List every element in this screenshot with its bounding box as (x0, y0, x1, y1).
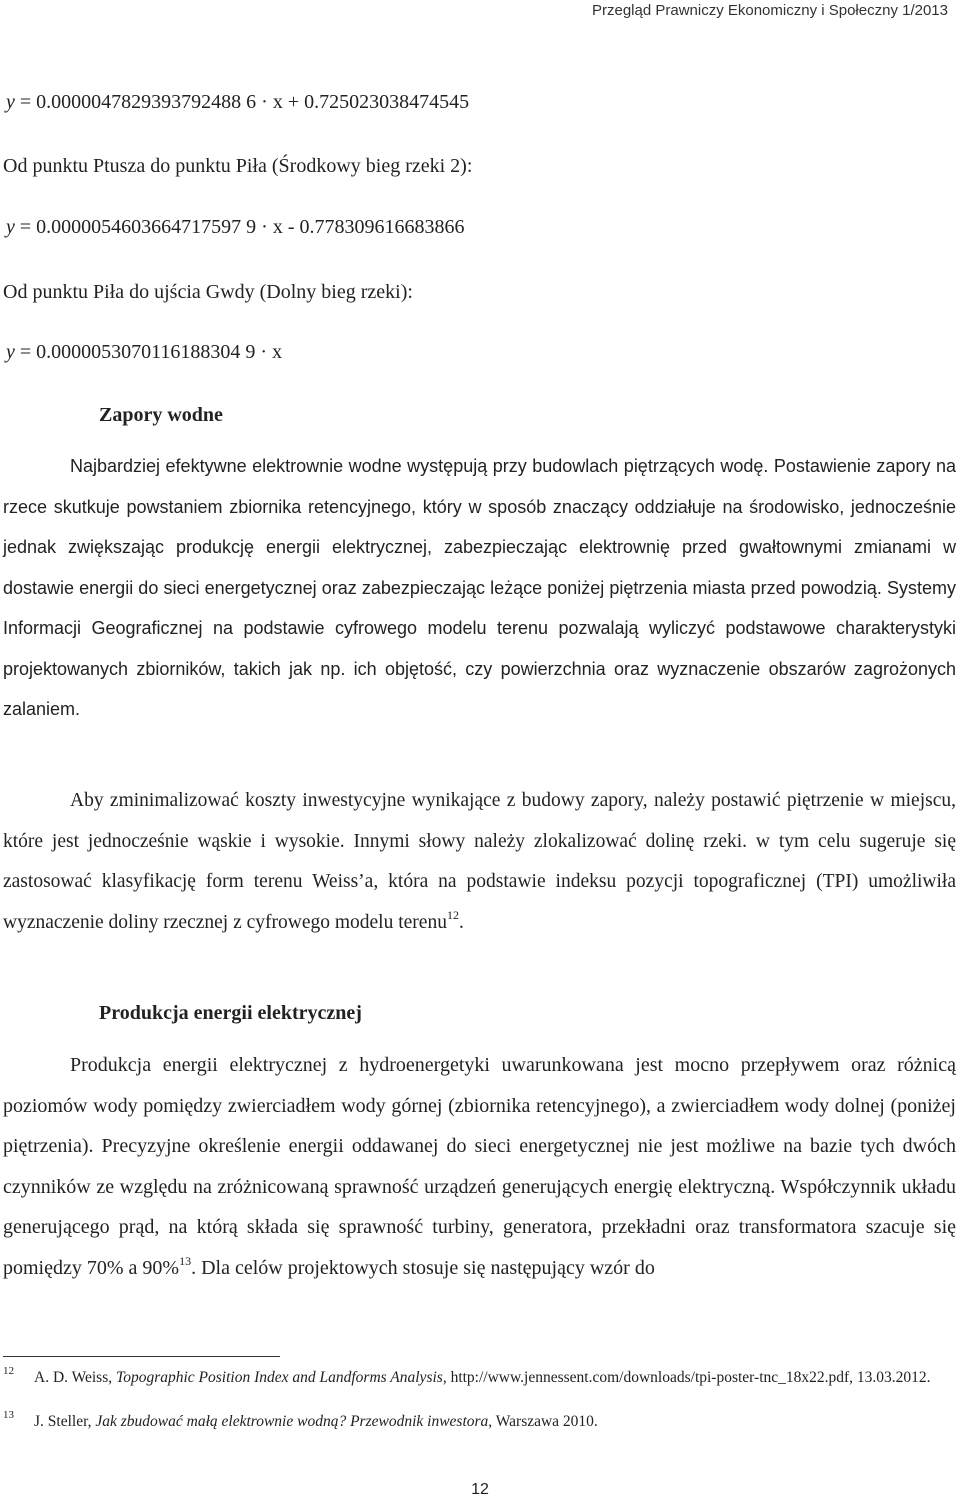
paragraph-text: Aby zminimalizować koszty inwestycyjne wynikające z budowy zapory, należy postawić piętrzenie w miejscu, które jest jednocześnie wąskie i wysokie. Innymi słowy należy zlokalizować dolinę rzeki. w tym celu sugeruje się zastosować klasyfikację form terenu Weiss’a, która na podstawie indeksu pozycji topograficznej (TPI) umożliwiła wyznaczenie doliny rzecznej z cyfrowego modelu terenu (3, 790, 956, 933)
section-line-lower-course: Od punktu Piła do ujścia Gwdy (Dolny bieg rzeki): (3, 281, 413, 303)
equation-lhs: y (6, 91, 15, 113)
section-line-mid-course: Od punktu Ptusza do punktu Piła (Środkowy bieg rzeki 2): (3, 155, 473, 177)
journal-header: Przegląd Prawniczy Ekonomiczny i Społeczny 1/2013 (591, 2, 948, 19)
footnote-divider (3, 1356, 280, 1357)
equation-mid (6, 216, 465, 239)
equation-rhs: = 0.0000047829393792488 6 · x + 0.725023038474545 (19, 91, 470, 113)
footnote-ref-13: 13 (179, 1253, 192, 1268)
paragraph-production-1 (3, 1045, 956, 1288)
footnote-author: A. D. Weiss, (34, 1369, 116, 1386)
equation-rhs: = 0.0000053070116188304 9 · x (19, 341, 283, 363)
footnote-body (34, 1412, 958, 1432)
footnote-author: J. Steller, (34, 1413, 96, 1430)
footnote-title: Jak zbudować małą elektrownie wodną? Przewodnik inwestora (95, 1413, 489, 1430)
equation-lhs: y (6, 216, 15, 238)
footnote-ref-12: 12 (446, 907, 459, 922)
footnote-number: 13 (3, 1409, 14, 1421)
equation-lower (6, 341, 282, 364)
paragraph-end: . (458, 911, 464, 933)
paragraph-end: . Dla celów projektowych stosuje się następujący wzór do (191, 1256, 655, 1279)
footnote-source: , Warszawa 2010. (488, 1413, 598, 1430)
equation-rhs: = 0.0000054603664717597 9 · x - 0.778309616683866 (19, 216, 465, 238)
equation-upper-mid (6, 91, 469, 114)
heading-dams: Zapory wodne (99, 404, 223, 426)
paragraph-text: Produkcja energii elektrycznej z hydroenergetyki uwarunkowana jest mocno przepływem oraz różnicą poziomów wody pomiędzy zwierciadłem wody górnej (zbiornika retencyjnego), a zwierciadłem wody dolnej (poniżej piętrzenia). Precyzyjne określenie energii oddawanej do sieci energetycznej nie jest możliwe na bazie tych dwóch czynników ze względu na zróżnicowaną sprawność urządzeń generujących energię elektryczną. Współczynnik układu generującego prąd, na którą składa się sprawność turbiny, generatora, przekładni oraz transformatora szacuje się pomiędzy 70% a 90% (3, 1054, 956, 1279)
footnote-number: 12 (3, 1365, 14, 1377)
footnote-body (34, 1368, 958, 1388)
paragraph-dams-1: Najbardziej efektywne elektrownie wodne występują przy budowlach piętrzących wodę. Postawienie zapory na rzece skutkuje powstaniem zbiornika retencyjnego, który w sposób znaczący oddziałuje na środowisko, jednocześnie jednak zwiększając produkcję energii elektrycznej, zabezpieczając elektrownię przed gwałtownymi zmianami w dostawie energii do sieci energetycznej oraz zabezpieczając leżące poniżej piętrzenia miasta przed powodzią. Systemy Informacji Geograficznej na podstawie cyfrowego modelu terenu pozwalają wyliczyć podstawowe charakterystyki projektowanych zbiorników, takich jak np. ich objętość, czy powierzchnia oraz wyznaczenie obszarów zagrożonych zalaniem. (3, 456, 956, 719)
equation-lhs: y (6, 341, 15, 363)
footnote-title: Topographic Position Index and Landforms Analysis (116, 1369, 443, 1386)
footnote-source: , http://www.jennessent.com/downloads/tpi-poster-tnc_18x22.pdf, 13.03.2012. (442, 1369, 931, 1386)
paragraph-dams-2 (3, 781, 956, 943)
footnote-12 (3, 1365, 958, 1388)
heading-production: Produkcja energii elektrycznej (99, 1002, 362, 1024)
page-number: 12 (471, 1481, 489, 1498)
footnote-13 (3, 1409, 958, 1432)
